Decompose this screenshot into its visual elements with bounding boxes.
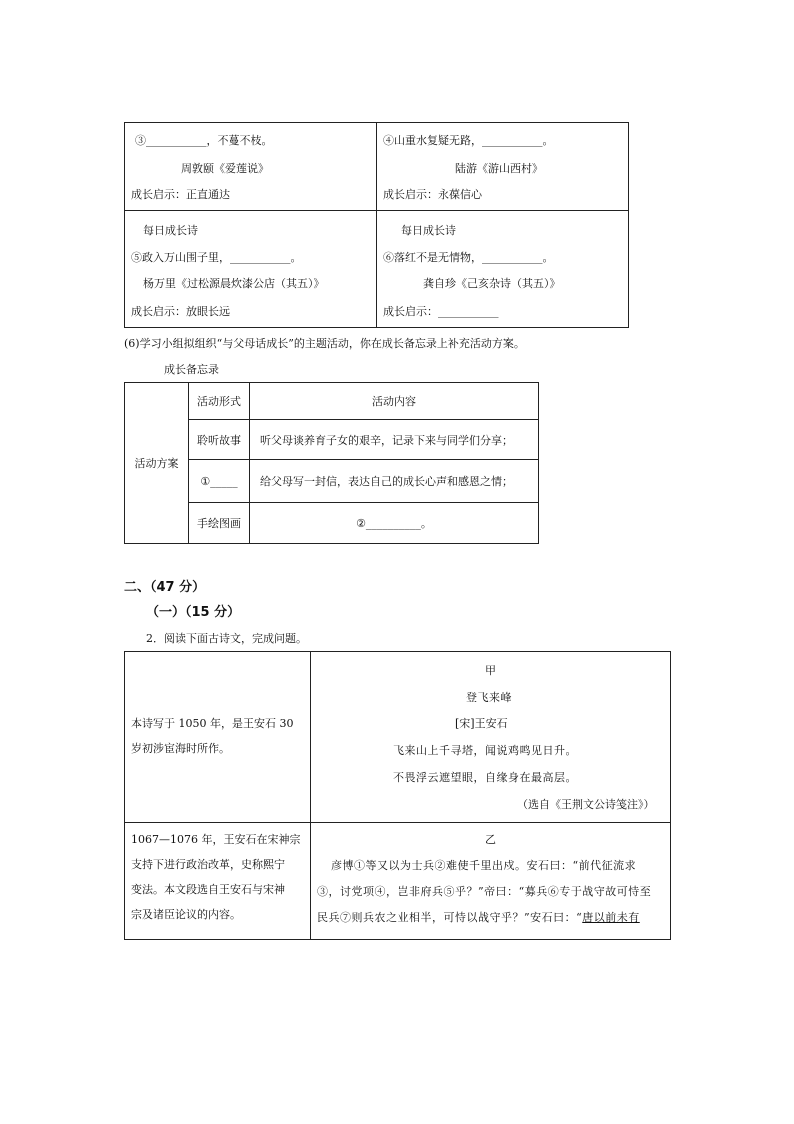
q2-prompt: 2．阅读下面古诗文，完成问题。 [146, 632, 307, 645]
poem-a-title: 登飞来峰 [466, 691, 512, 704]
text-b-line-2: ③，讨党项④，岂非府兵⑤乎？”帝曰：“募兵⑥专于战守故可恃至 [317, 885, 652, 898]
poem-3-line: ③___________，不蔓不枝。 [135, 134, 273, 147]
memo-title: 成长备忘录 [164, 363, 219, 376]
q6-prompt: (6)学习小组拟组织“与父母话成长”的主题活动，你在成长备忘录上补充活动方案。 [124, 337, 525, 350]
section2-sub: （一）（15 分） [146, 605, 241, 620]
memo-content-2: 给父母写一封信，表达自己的成长心声和感恩之情； [250, 460, 539, 503]
poem-3-source: 周敦颐《爱莲说》 [181, 162, 269, 175]
poem-5-source: 杨万里《过松源晨炊漆公店（其五）》 [143, 277, 325, 290]
poem-a-note-line-1: 本诗写于 1050 年，是王安石 30 [131, 717, 294, 730]
poem-cell-5 [125, 211, 377, 328]
poem-5-line: ⑤政入万山围子里，___________。 [131, 251, 302, 264]
memo-row-label: 活动方案 [125, 383, 189, 544]
poem-a-line-1: 飞来山上千寻塔，闻说鸡鸣见日升。 [393, 744, 577, 757]
text-b-line-3 [317, 909, 640, 925]
poem-a-note-line-2: 岁初涉宦海时所作。 [131, 742, 230, 755]
poem-cell-3 [125, 123, 377, 211]
poem-a-note [125, 652, 311, 823]
poem-6-head: 每日成长诗 [401, 224, 456, 237]
memo-table [124, 382, 539, 544]
poem-cell-4 [377, 123, 629, 211]
text-b-note-line-4: 宗及诸臣论议的内容。 [131, 908, 241, 921]
poem-5-insight: 成长启示：放眼长远 [131, 305, 230, 318]
poem-cell-6 [377, 211, 629, 328]
poem-a-mark: 甲 [485, 664, 496, 677]
text-b-cell [311, 823, 671, 940]
memo-content-3: ②__________。 [250, 503, 539, 544]
text-b-mark: 乙 [485, 833, 496, 846]
text-b-line-3a: 民兵⑦则兵农之业相半，可恃以战守乎？”安石曰：“ [317, 911, 583, 924]
poem-4-insight: 成长启示：永葆信心 [383, 188, 482, 201]
memo-head-form: 活动形式 [189, 383, 250, 420]
poem-6-insight: 成长启示：___________ [383, 305, 499, 318]
poem-table [124, 122, 629, 328]
text-b-note-line-2: 支持下进行政治改革，史称熙宁 [131, 858, 285, 871]
poem-a-line-2: 不畏浮云遮望眼，自缘身在最高层。 [393, 771, 577, 784]
memo-content-1: 听父母谈养育子女的艰辛，记录下来与同学们分享； [250, 420, 539, 460]
poem-a-author: [宋]王安石 [455, 717, 508, 730]
text-b-note-line-1: 1067—1076 年，王安石在宋神宗 [131, 833, 301, 846]
memo-form-2: ①_____ [189, 460, 250, 503]
poem-5-head: 每日成长诗 [143, 224, 198, 237]
text-b-line-1: 彦博①等又以为士兵②难使千里出戍。安石曰：“前代征流求 [331, 859, 637, 872]
text-b-note-line-3: 变法。本文段选自王安石与宋神 [131, 883, 285, 896]
memo-form-3: 手绘图画 [189, 503, 250, 544]
poem-6-source: 龚自珍《己亥杂诗（其五）》 [423, 277, 561, 290]
poem-3-insight: 成长启示：正直通达 [131, 188, 230, 201]
memo-head-content: 活动内容 [250, 383, 539, 420]
reading-table [124, 651, 671, 940]
poem-a-source: （选自《王荆文公诗笺注》） [517, 798, 655, 811]
poem-4-source: 陆游《游山西村》 [455, 162, 543, 175]
poem-6-line: ⑥落红不是无情物，___________。 [383, 251, 554, 264]
text-b-note [125, 823, 311, 940]
poem-4-line: ④山重水复疑无路，___________。 [383, 134, 554, 147]
text-b-line-3b: 唐以前未有 [582, 911, 640, 924]
section2-title: 二、（47 分） [124, 580, 206, 595]
poem-a-cell [311, 652, 671, 823]
memo-form-1: 聆听故事 [189, 420, 250, 460]
